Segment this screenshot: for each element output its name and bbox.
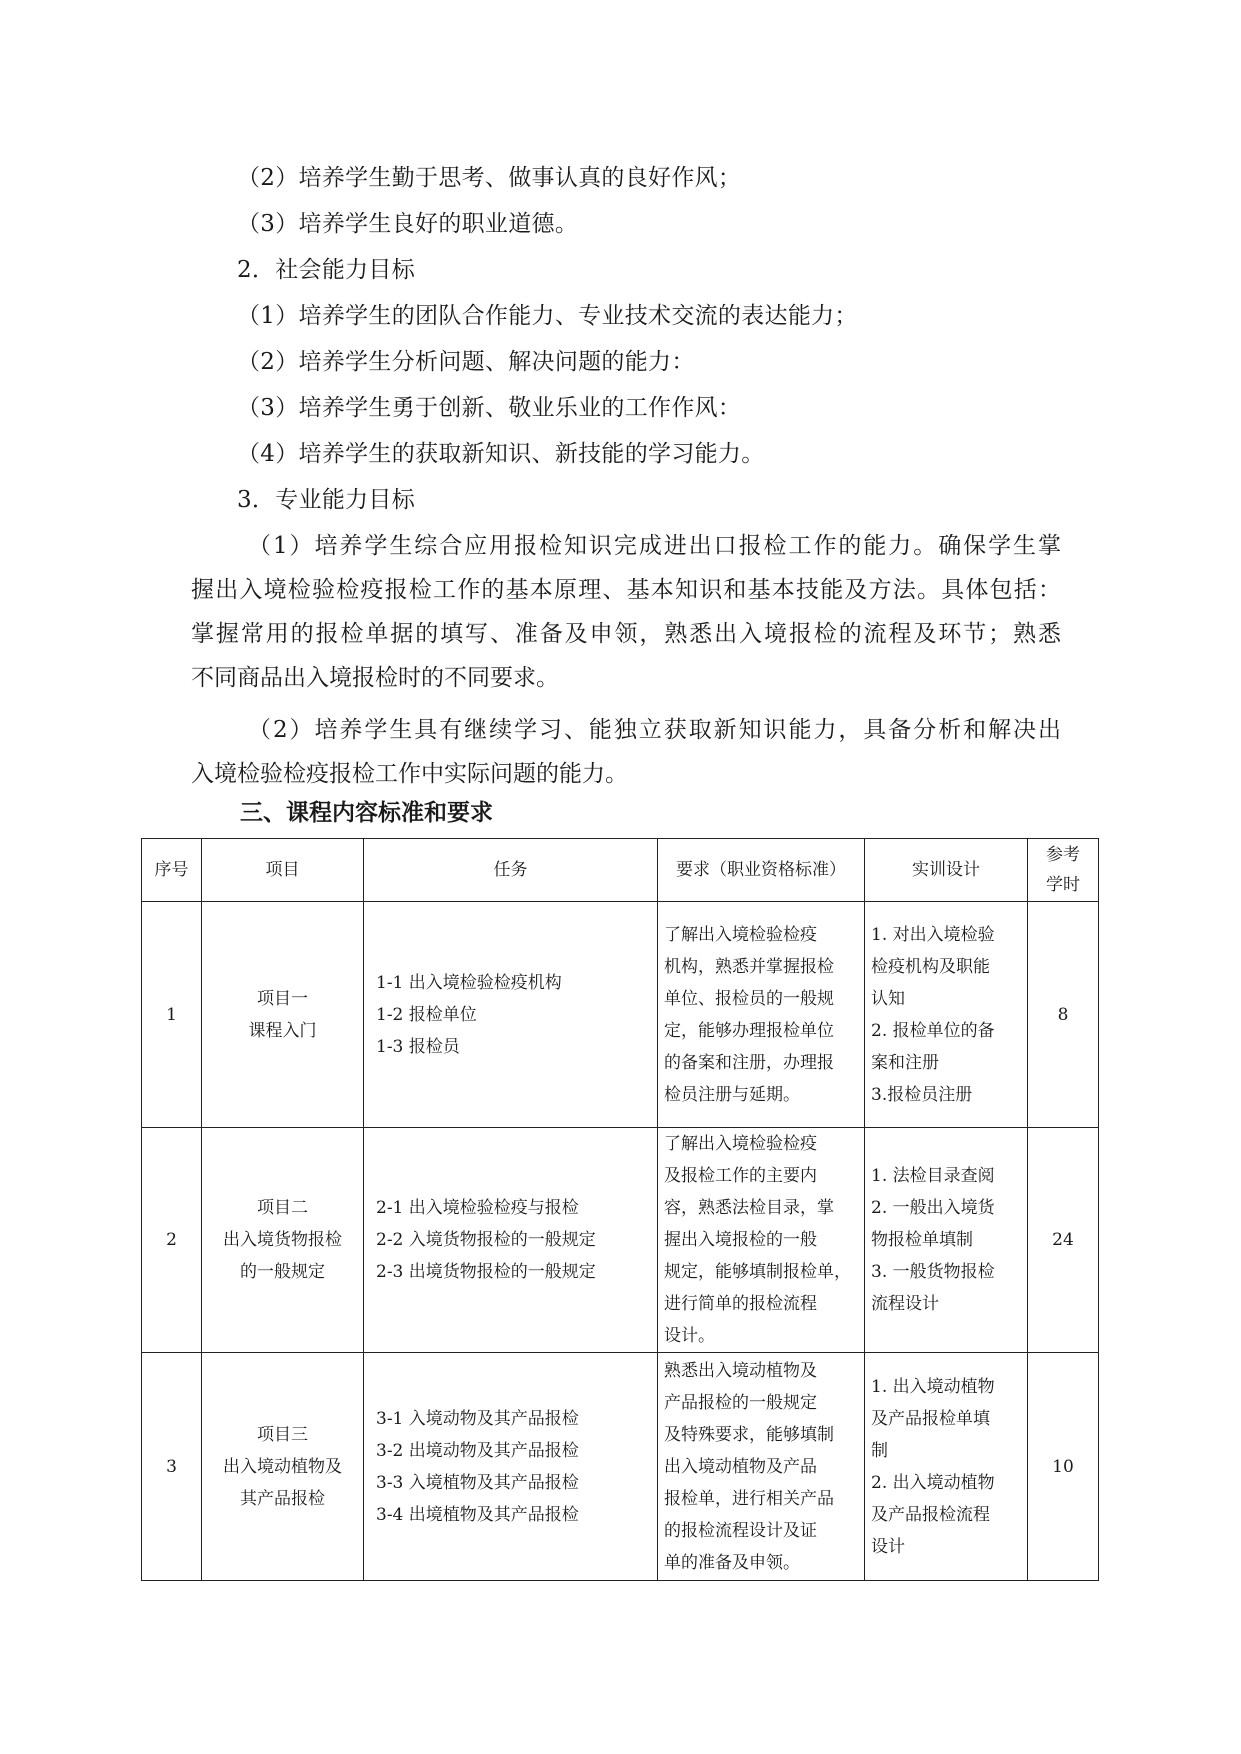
- training-line: 3. 一般货物报检: [871, 1262, 995, 1282]
- training-line: 设计: [871, 1536, 905, 1557]
- training-cell: [865, 1353, 1028, 1581]
- heading-social-ability: 2．社会能力目标: [237, 257, 416, 283]
- requirement-line: 单的准备及申领。: [664, 1552, 800, 1573]
- hours-cell: 10: [1028, 1353, 1099, 1581]
- paragraph-social-2: （2）培养学生分析问题、解决问题的能力：: [237, 349, 695, 375]
- tasks-cell: [364, 902, 658, 1128]
- paragraph-professional-2: [191, 708, 1061, 796]
- text-line: （2）培养学生具有继续学习、能独立获取新知识能力，具备分析和解决出: [248, 717, 1061, 743]
- requirement-line: 握出入境报检的一般: [664, 1230, 817, 1250]
- requirement-line: 定，能够办理报检单位: [664, 1020, 834, 1041]
- tasks-cell: [364, 1353, 658, 1581]
- training-line: 检疫机构及职能: [871, 956, 990, 977]
- training-line: 及产品报检流程: [871, 1504, 990, 1525]
- requirement-line: 出入境动植物及产品: [664, 1456, 817, 1477]
- header-training: 实训设计: [865, 839, 1028, 902]
- task-item: 2-2 入境货物报检的一般规定: [376, 1230, 596, 1250]
- tasks-cell: [364, 1128, 658, 1353]
- training-line: 物报检单填制: [871, 1230, 973, 1250]
- requirement-line: 熟悉出入境动植物及: [664, 1360, 817, 1381]
- requirement-line: 进行简单的报检流程: [664, 1294, 817, 1314]
- requirement-line: 产品报检的一般规定: [664, 1392, 817, 1413]
- heading-professional-ability: 3．专业能力目标: [237, 487, 416, 513]
- training-line: 2. 报检单位的备: [871, 1020, 995, 1041]
- table-row: [142, 1128, 1099, 1353]
- task-item: 3-2 出境动物及其产品报检: [376, 1440, 579, 1461]
- paragraph-goal-2-3: （3）培养学生良好的职业道德。: [237, 211, 579, 237]
- training-line: 2. 一般出入境货: [871, 1198, 995, 1218]
- header-hours-line: 学时: [1046, 875, 1080, 895]
- requirement-line: 检员注册与延期。: [664, 1084, 800, 1105]
- paragraph-goal-2-2: （2）培养学生勤于思考、做事认真的良好作风；: [237, 165, 742, 191]
- paragraph-social-3: （3）培养学生勇于创新、敬业乐业的工作作风：: [237, 395, 742, 421]
- table-row: [142, 902, 1099, 1128]
- project-cell: [202, 902, 364, 1128]
- text-line: （1）培养学生综合应用报检知识完成进出口报检工作的能力。确保学生掌: [248, 533, 1061, 559]
- project-line: 出入境货物报检: [223, 1230, 342, 1250]
- requirement-line: 单位、报检员的一般规: [664, 988, 834, 1009]
- training-cell: [865, 902, 1028, 1128]
- header-tasks: 任务: [364, 839, 658, 902]
- requirement-line: 机构，熟悉并掌握报检: [664, 956, 834, 977]
- text-line: 掌握常用的报检单据的填写、准备及申领，熟悉出入境报检的流程及环节；熟悉: [191, 621, 1061, 647]
- requirements-cell: [658, 1128, 865, 1353]
- project-line: 其产品报检: [240, 1488, 325, 1509]
- training-line: 1. 法检目录查阅: [871, 1166, 995, 1186]
- hours-cell: 8: [1028, 902, 1099, 1128]
- header-requirements: 要求（职业资格标准）: [658, 839, 865, 902]
- table-row: [142, 1353, 1099, 1581]
- project-line: 项目三: [257, 1424, 308, 1445]
- text-line: 握出入境检验检疫报检工作的基本原理、基本知识和基本技能及方法。具体包括：: [191, 577, 1061, 603]
- paragraph-professional-1: [191, 524, 1061, 700]
- task-item: 2-3 出境货物报检的一般规定: [376, 1262, 596, 1282]
- project-line: 出入境动植物及: [223, 1456, 342, 1477]
- training-line: 流程设计: [871, 1294, 939, 1314]
- section-title: 三、课程内容标准和要求: [240, 799, 493, 826]
- task-item: 1-1 出入境检验检疫机构: [376, 972, 562, 993]
- task-item: 2-1 出入境检验检疫与报检: [376, 1198, 579, 1218]
- training-line: 3.报检员注册: [871, 1084, 973, 1105]
- text-line: 不同商品出入境报检时的不同要求。: [191, 665, 559, 691]
- hours-cell: 24: [1028, 1128, 1099, 1353]
- table-header-row: [142, 839, 1099, 902]
- requirement-line: 规定，能够填制报检单，: [664, 1262, 851, 1282]
- header-hours: [1028, 839, 1099, 902]
- task-item: 3-3 入境植物及其产品报检: [376, 1472, 579, 1493]
- paragraph-social-1: （1）培养学生的团队合作能力、专业技术交流的表达能力；: [237, 303, 858, 329]
- requirement-line: 了解出入境检验检疫: [664, 924, 817, 945]
- task-item: 1-3 报检员: [376, 1036, 460, 1057]
- training-cell: [865, 1128, 1028, 1353]
- requirements-cell: [658, 902, 865, 1128]
- requirement-line: 了解出入境检验检疫: [664, 1134, 817, 1154]
- row-number: 1: [142, 902, 202, 1128]
- row-number: 3: [142, 1353, 202, 1581]
- paragraph-social-4: （4）培养学生的获取新知识、新技能的学习能力。: [237, 441, 765, 467]
- training-line: 2. 出入境动植物: [871, 1472, 995, 1493]
- training-line: 认知: [871, 988, 905, 1009]
- requirement-line: 及特殊要求，能够填制: [664, 1424, 834, 1445]
- project-cell: [202, 1128, 364, 1353]
- task-item: 3-1 入境动物及其产品报检: [376, 1408, 579, 1429]
- header-project: 项目: [202, 839, 364, 902]
- course-content-table: [141, 838, 1099, 1581]
- project-line: 项目一: [257, 988, 308, 1009]
- requirement-line: 的报检流程设计及证: [664, 1520, 817, 1541]
- training-line: 1. 出入境动植物: [871, 1376, 995, 1397]
- task-item: 3-4 出境植物及其产品报检: [376, 1504, 579, 1525]
- requirement-line: 容，熟悉法检目录，掌: [664, 1198, 834, 1218]
- requirement-line: 及报检工作的主要内: [664, 1166, 817, 1186]
- text-line: 入境检验检疫报检工作中实际问题的能力。: [191, 761, 628, 787]
- training-line: 1. 对出入境检验: [871, 924, 995, 945]
- training-line: 及产品报检单填: [871, 1408, 990, 1429]
- header-hours-line: 参考: [1046, 845, 1080, 865]
- requirement-line: 报检单，进行相关产品: [664, 1488, 834, 1509]
- header-no: 序号: [142, 839, 202, 902]
- requirement-line: 的备案和注册，办理报: [664, 1052, 834, 1073]
- project-line: 的一般规定: [240, 1262, 325, 1282]
- requirements-cell: [658, 1353, 865, 1581]
- task-item: 1-2 报检单位: [376, 1004, 477, 1025]
- project-cell: [202, 1353, 364, 1581]
- requirement-line: 设计。: [664, 1326, 715, 1346]
- training-line: 案和注册: [871, 1052, 939, 1073]
- project-line: 课程入门: [248, 1020, 317, 1041]
- row-number: 2: [142, 1128, 202, 1353]
- project-line: 项目二: [257, 1198, 308, 1218]
- training-line: 制: [871, 1440, 888, 1461]
